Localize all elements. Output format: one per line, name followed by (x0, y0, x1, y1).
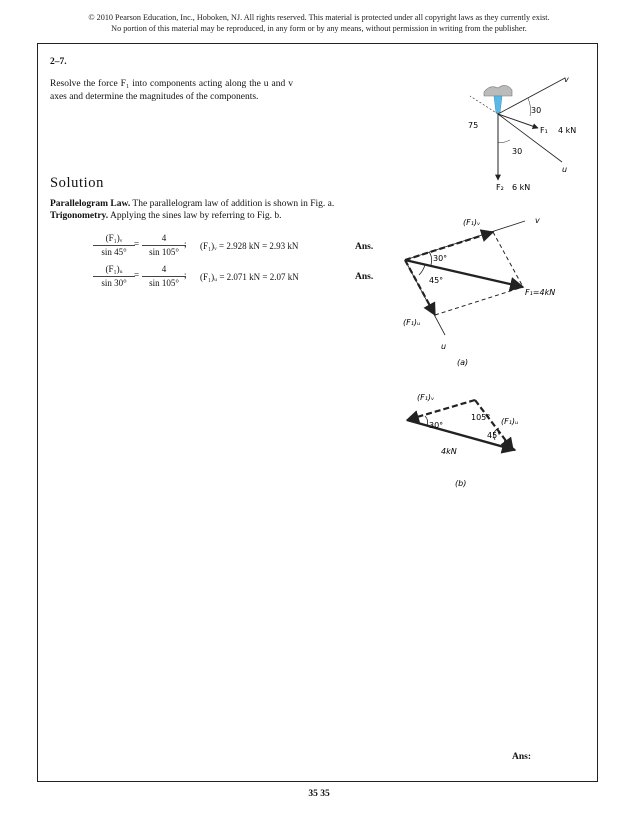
fig-b-angle-105: 105° (471, 413, 491, 422)
fig-a-angle-30: 30° (433, 254, 448, 263)
fig-b-angle-45: 45° (487, 431, 502, 440)
fig-a-caption: (a) (457, 358, 469, 367)
f1-arrow (498, 114, 538, 128)
trigonometry-paragraph (50, 210, 282, 222)
parallelogram-bold: Parallelogram Law. (50, 199, 131, 209)
eq1-lhs-fraction (93, 233, 135, 258)
trigonometry-bold: Trigonometry. (50, 211, 109, 221)
angle-arc-bottom (498, 140, 510, 143)
eq1-equals: = (134, 239, 140, 249)
support-bracket (484, 85, 512, 96)
fig-a-u-label: u (441, 342, 447, 351)
fig-a-side-right (493, 232, 523, 287)
support-post (494, 96, 502, 113)
fig-b-4kn-label: 4kN (441, 447, 457, 456)
eq2-rhs-fraction (142, 264, 186, 289)
u-axis-line (498, 114, 562, 162)
fig-b-caption: (b) (455, 479, 467, 488)
fig-b-angle-30: 30° (429, 421, 444, 430)
figure-a (395, 205, 590, 370)
eq2-result: (F₁)ᵤ = 2.071 kN = 2.07 kN (200, 272, 299, 282)
header-permission: No portion of this material may be reproduced, in any form or by any means, without permission in writing from the publisher. (111, 24, 527, 33)
eq1-rhs-den: sin 105° (149, 247, 179, 257)
eq1-semicolon: ; (184, 239, 187, 249)
eq2-lhs-den: sin 30° (101, 278, 127, 288)
eq2-ans: Ans. (355, 272, 374, 282)
eq1-lhs-den: sin 45° (101, 247, 127, 257)
v-axis-label: v (564, 75, 569, 84)
fig-a-arc-30 (429, 252, 432, 265)
f1-label: F₁ (540, 126, 548, 135)
fig-a-arc-45 (419, 265, 425, 275)
fig-a-f1-arrow (405, 260, 523, 287)
fig-a-f1-label: F₁=4kN (525, 288, 556, 297)
fig-a-fu-label: (F₁)ᵤ (403, 318, 421, 327)
header-copyright: © 2010 Pearson Education, Inc., Hoboken, NJ. All rights reserved. This material is protected under all copyright laws as they currently exist. (88, 13, 550, 22)
f2-label: F₂ (496, 183, 504, 192)
eq2-lhs-num: (F₁)ᵤ (93, 264, 135, 277)
trigonometry-text: Applying the sines law by referring to Fig. b. (108, 211, 282, 221)
problem-number: 2–7. (50, 57, 67, 67)
fig-a-v-label: v (535, 216, 540, 225)
parallelogram-text: The parallelogram law of addition is shown in Fig. a. (130, 199, 335, 209)
fig-a-angle-45: 45° (429, 276, 444, 285)
fig-b-fv-label: (F₁)ᵥ (417, 393, 435, 402)
problem-statement: Resolve the force F₁ into components acting along the u and v axes and determine the magnitudes of the components. (50, 79, 293, 102)
eq1-result: (F₁)ᵥ = 2.928 kN = 2.93 kN (200, 241, 299, 251)
page-number: 35 35 (308, 789, 330, 799)
fig-a-side-bottom (435, 287, 523, 315)
eq2-semicolon: ; (184, 270, 187, 280)
eq1-ans: Ans. (355, 242, 374, 252)
solution-heading: Solution (50, 175, 104, 191)
u-axis-label: u (562, 165, 568, 174)
angle-bottom-label: 30 (512, 147, 523, 156)
fig-b-fu-label: (F₁)ᵤ (501, 417, 519, 426)
figure-b (395, 380, 575, 495)
fig-a-fv-arrow (405, 232, 493, 260)
fig-a-fu-arrow (405, 260, 435, 315)
eq2-equals: = (134, 270, 140, 280)
reference-line (470, 96, 498, 114)
eq1-rhs-fraction (142, 233, 186, 258)
f2-value: 6 kN (512, 183, 531, 192)
bottom-answer-label: Ans: (512, 752, 532, 762)
eq2-lhs-fraction (93, 264, 135, 289)
eq1-lhs-num: (F₁)ᵥ (93, 233, 135, 246)
angle-left-label: 75 (468, 121, 479, 130)
eq2-rhs-num: 4 (142, 264, 186, 277)
parallelogram-paragraph (50, 198, 334, 210)
angle-top-label: 30 (531, 106, 542, 115)
fig-a-fv-label: (F₁)ᵥ (463, 218, 481, 227)
problem-figure (450, 70, 595, 195)
eq2-rhs-den: sin 105° (149, 278, 179, 288)
f1-value: 4 kN (558, 126, 577, 135)
fig-b-fv-arrow (407, 400, 475, 420)
eq1-rhs-num: 4 (142, 233, 186, 246)
